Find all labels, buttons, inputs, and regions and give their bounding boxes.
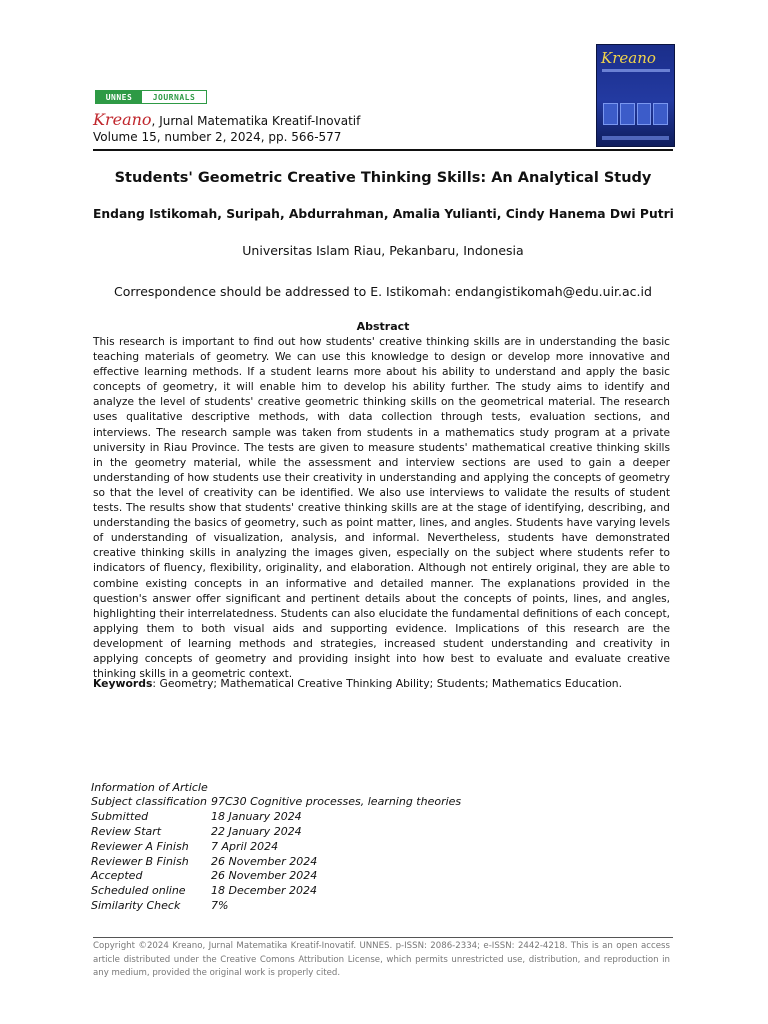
keywords-line bbox=[93, 677, 670, 690]
info-row bbox=[91, 869, 461, 884]
volume-line: Volume 15, number 2, 2024, pp. 566-577 bbox=[93, 130, 342, 144]
abstract-heading: Abstract bbox=[356, 320, 410, 333]
info-key: Submitted bbox=[91, 809, 149, 823]
logo-comma: , bbox=[151, 114, 160, 128]
info-key: Similarity Check bbox=[91, 899, 181, 913]
info-key: Scheduled online bbox=[91, 884, 186, 898]
journal-name-line bbox=[93, 110, 360, 129]
unnes-journals-badge[interactable] bbox=[95, 90, 207, 104]
header-rule bbox=[93, 149, 673, 151]
info-row bbox=[91, 795, 461, 810]
info-key: Subject classification bbox=[91, 795, 207, 808]
info-key: Accepted bbox=[91, 869, 143, 883]
footer-rule bbox=[93, 937, 673, 938]
info-row bbox=[91, 899, 461, 914]
article-authors: Endang Istikomah, Suripah, Abdurrahman, Amalia Yulianti, Cindy Hanema Dwi Putri bbox=[93, 207, 674, 221]
info-value: 22 January 2024 bbox=[211, 824, 302, 838]
info-value: 26 November 2024 bbox=[211, 869, 318, 883]
info-value: 97C30 Cognitive processes, learning theories bbox=[211, 795, 462, 808]
badge-journals-label: JOURNALS bbox=[142, 91, 206, 103]
info-row bbox=[91, 825, 461, 840]
info-row bbox=[91, 810, 461, 825]
info-key: Reviewer A Finish bbox=[91, 839, 189, 853]
kreano-logo-word: Kreano bbox=[93, 110, 152, 129]
journal-cover-image bbox=[596, 44, 675, 147]
cover-subtitle-bar bbox=[602, 69, 670, 72]
info-value: 7 April 2024 bbox=[211, 839, 279, 853]
keywords-label: Keywords bbox=[93, 677, 153, 690]
info-value: 7% bbox=[211, 899, 229, 913]
author-affiliation: Universitas Islam Riau, Pekanbaru, Indonesia bbox=[242, 243, 524, 258]
info-value: 18 January 2024 bbox=[211, 809, 302, 823]
article-title: Students' Geometric Creative Thinking Skills: An Analytical Study bbox=[114, 170, 652, 186]
info-row bbox=[91, 884, 461, 899]
info-value: 18 December 2024 bbox=[211, 884, 318, 898]
keywords-text: : Geometry; Mathematical Creative Thinking Ability; Students; Mathematics Education. bbox=[152, 677, 623, 690]
cover-photo-strip bbox=[603, 103, 668, 125]
info-row bbox=[91, 855, 461, 870]
article-info-heading: Information of Article bbox=[91, 781, 208, 794]
article-info-block bbox=[91, 780, 461, 914]
cover-title: Kreano bbox=[601, 49, 656, 67]
info-key: Reviewer B Finish bbox=[91, 854, 189, 868]
info-key: Review Start bbox=[91, 824, 162, 838]
journal-name: Jurnal Matematika Kreatif-Inovatif bbox=[159, 114, 361, 128]
copyright-notice: Copyright ©2024 Kreano, Jurnal Matematika Kreatif-Inovatif. UNNES. p-ISSN: 2086-2334; e-ISSN: 2442-4218. This is an open access article distributed under the Creative Comons Attribution License, which permits unrestricted use, distribution, and reproduction in any medium, provided the original work is properly cited. bbox=[93, 941, 670, 978]
correspondence-line: Correspondence should be addressed to E. Istikomah: endangistikomah@edu.uir.ac.id bbox=[114, 284, 652, 299]
abstract-text: This research is important to find out how students' creative thinking skills are in understanding the basic teaching materials of geometry. We can use this knowledge to design or develop more innovative and effective learning methods. If a student learns more about his ability to understand and apply the basic concepts of geometry, it will enable him to develop his ability further. The study aims to identify and analyze the level of students' creative geometric thinking skills on the geometrical material. The research uses qualitative descriptive methods, with data collection through tests, evaluation sections, and interviews. The research sample was taken from students in a mathematics study program at a private university in Riau Province. The tests are given to measure students' mathematical creative thinking skills in the geometry material, while the assessment and interview sections are used to gain a deeper understanding of how students use their creativity in understanding and applying the concepts of geometry so that the level of creativity can be identified. We also use interviews to validate the results of student tests. The results show that students' creative thinking skills are at the stage of identifying, describing, and understanding the basics of geometry, such as point matter, lines, and angles. Students have varying levels of understanding of visualization, analysis, and informal. Nevertheless, students have demonstrated creative thinking skills in analyzing the images given, especially on the subject where students refer to indicators of fluency, flexibility, originality, and elaboration. Although not entirely original, they are able to combine existing concepts in an informative and detailed manner. The explanations provided in the question's answer offer significant and pertinent details about the concepts of points, lines, and angles, highlighting their interrelatedness. Students can also elucidate the fundamental definitions of each concept, applying them to both visual aids and supporting evidence. Implications of this research are the development of learning methods and strategies, increased student understanding and creativity in applying concepts of geometry and providing insight into how best to evaluate and evaluate creative thinking skills in a geometric context. bbox=[93, 336, 670, 681]
cover-footer-bar bbox=[602, 136, 669, 140]
badge-unnes-label: UNNES bbox=[96, 91, 142, 103]
info-value: 26 November 2024 bbox=[211, 854, 318, 868]
info-row bbox=[91, 840, 461, 855]
